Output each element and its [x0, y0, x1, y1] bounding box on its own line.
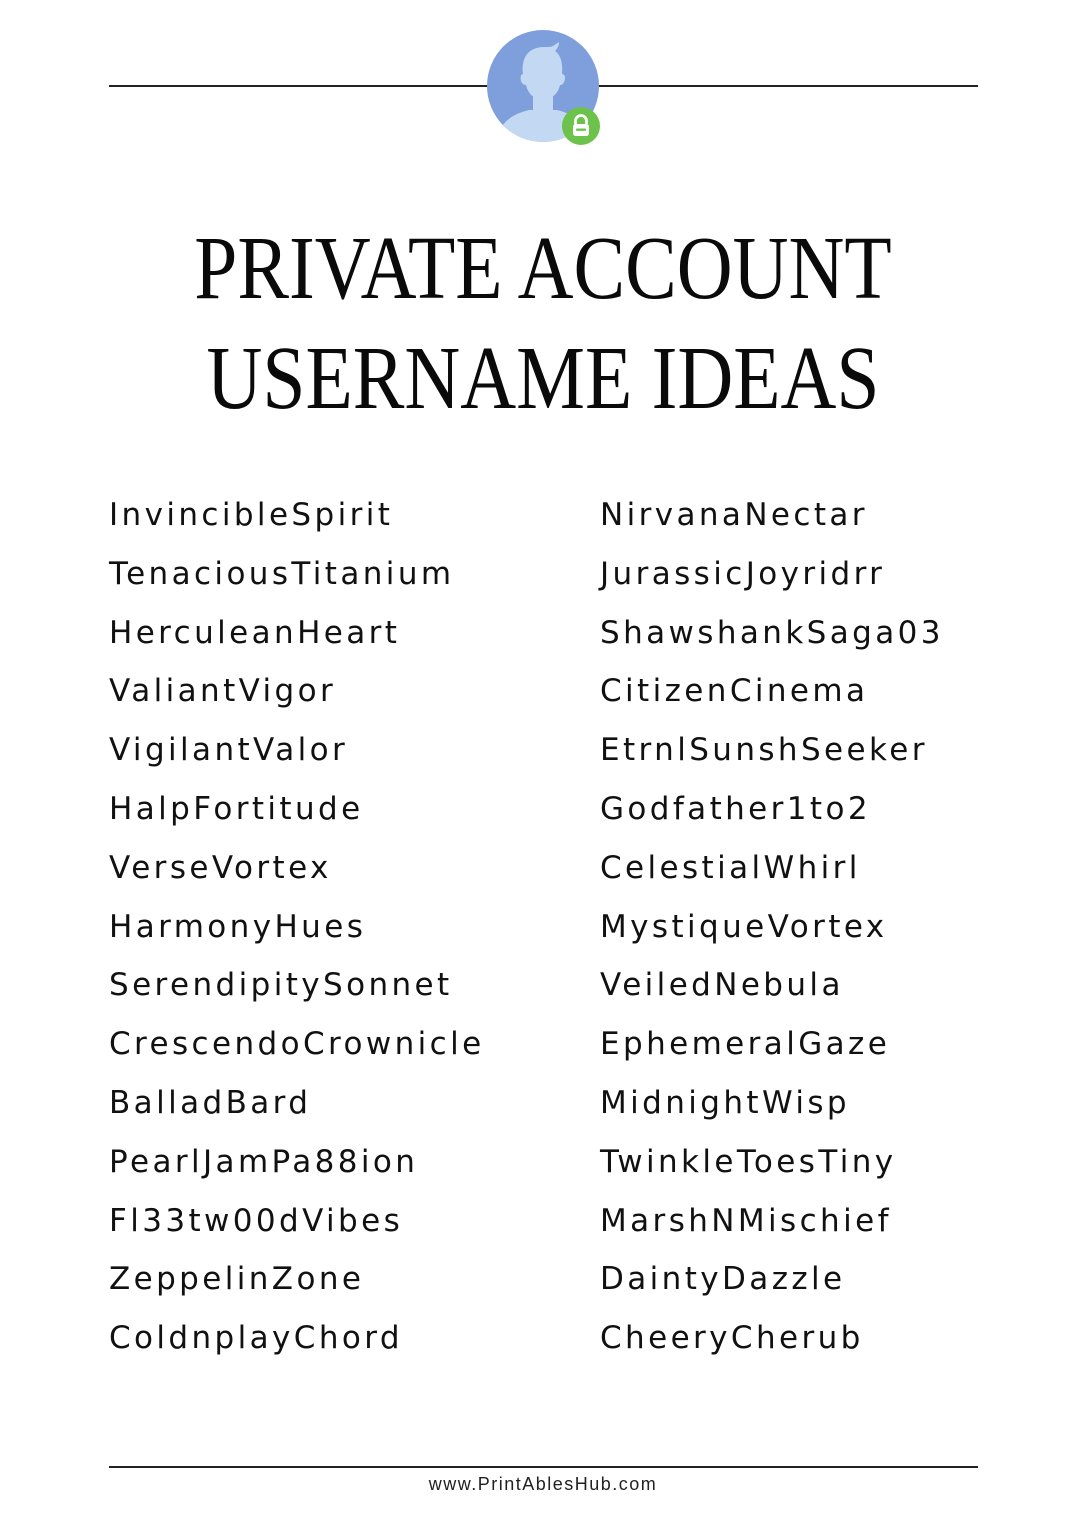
username-item: HerculeanHeart: [109, 614, 401, 651]
username-item: EtrnlSunshSeeker: [600, 732, 928, 769]
username-item: EphemeralGaze: [600, 1026, 891, 1063]
username-item: ZeppelinZone: [109, 1261, 365, 1298]
bottom-divider: [109, 1466, 978, 1468]
top-divider-right: [597, 85, 978, 87]
username-item: CheeryCherub: [600, 1320, 864, 1357]
username-item: Fl33tw00dVibes: [109, 1202, 404, 1239]
username-item: MystiqueVortex: [600, 908, 888, 945]
username-item: NirvanaNectar: [600, 497, 868, 533]
username-item: TenaciousTitanium: [109, 555, 455, 592]
username-list-right: [600, 490, 944, 1372]
username-item: CrescendoCrownicle: [109, 1026, 485, 1063]
username-item: HarmonyHues: [109, 908, 367, 945]
username-item: TwinkleToesTiny: [600, 1143, 897, 1180]
username-item: CelestialWhirl: [600, 849, 861, 886]
username-item: BalladBard: [109, 1084, 312, 1121]
lock-icon: [561, 106, 601, 146]
username-item: InvincibleSpirit: [109, 497, 394, 533]
username-list-left: [109, 490, 485, 1372]
username-item: HalpFortitude: [109, 790, 364, 827]
username-item: DaintyDazzle: [600, 1261, 846, 1298]
title-line-1: PRIVATE ACCOUNT: [194, 219, 892, 318]
username-item: MidnightWisp: [600, 1084, 850, 1121]
username-item: ColdnplayChord: [109, 1320, 403, 1357]
top-divider-left: [109, 85, 489, 87]
username-item: JurassicJoyridrr: [600, 555, 886, 592]
footer-website: www.PrintAblesHub.com: [428, 1474, 658, 1494]
private-avatar: [487, 30, 601, 144]
username-item: VigilantValor: [109, 732, 349, 769]
page-title: [0, 214, 1086, 434]
username-item: VerseVortex: [109, 849, 332, 886]
username-item: MarshNMischief: [600, 1202, 892, 1239]
username-item: CitizenCinema: [600, 673, 869, 710]
username-item: PearlJamPa88ion: [109, 1143, 419, 1180]
username-item: ShawshankSaga03: [600, 614, 944, 651]
username-item: VeiledNebula: [600, 967, 844, 1004]
username-item: Godfather1to2: [600, 790, 871, 827]
username-item: SerendipitySonnet: [109, 967, 453, 1004]
username-item: ValiantVigor: [109, 673, 337, 710]
title-line-2: USERNAME IDEAS: [206, 329, 880, 428]
